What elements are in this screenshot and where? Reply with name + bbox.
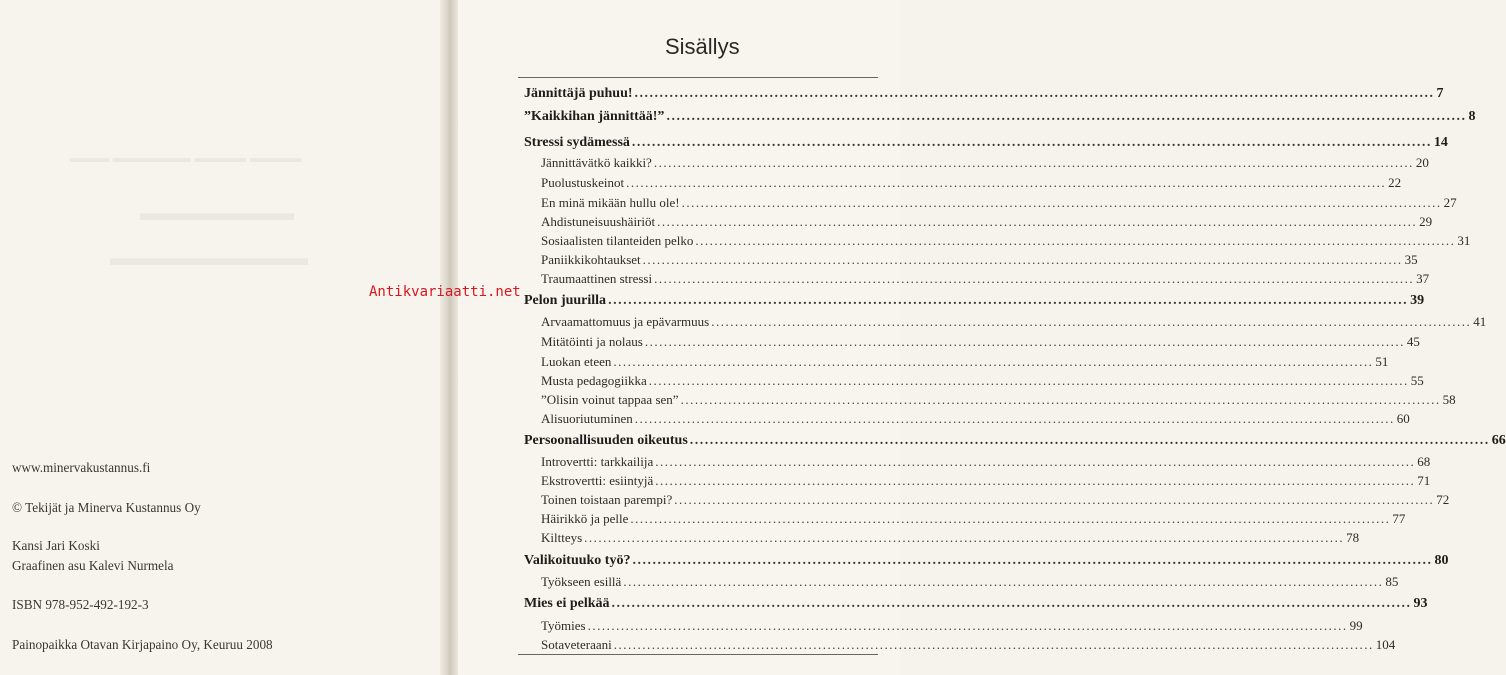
toc-section-row	[541, 195, 1457, 211]
toc-chapter-row	[524, 433, 1506, 449]
toc-entry-label: Alisuoriutuminen	[541, 411, 633, 426]
toc-section-row	[541, 411, 1410, 427]
toc-entry-label: Paniikkikohtaukset	[541, 252, 641, 267]
toc-page-number: 104	[1375, 637, 1396, 652]
toc-chapter-row	[524, 109, 1476, 125]
toc-leader-dots: ................................................................................................................................................................	[632, 553, 1433, 568]
toc-leader-dots: ................................................................................................................................................................	[674, 492, 1435, 507]
cover-credit: Kansi Jari Koski	[12, 538, 100, 553]
toc-section-row	[541, 574, 1399, 590]
toc-section-row	[541, 454, 1431, 470]
toc-section-row	[541, 492, 1450, 508]
toc-entry-label: Valikoituuko työ?	[524, 553, 631, 568]
isbn-line: ISBN 978-952-492-192-3	[12, 597, 149, 612]
toc-page-number: 7	[1436, 86, 1444, 101]
toc-leader-dots: ................................................................................................................................................................	[655, 454, 1416, 469]
book-gutter	[440, 0, 458, 675]
toc-page-number: 22	[1388, 175, 1402, 190]
toc-page-number: 99	[1349, 618, 1363, 633]
toc-page-number: 80	[1434, 553, 1449, 568]
toc-leader-dots: ................................................................................................................................................................	[584, 530, 1345, 545]
toc-section-row	[541, 530, 1360, 546]
toc-entry-label: Ekstrovertti: esiintyjä	[541, 473, 654, 488]
toc-leader-dots: ................................................................................................................................................................	[587, 618, 1348, 633]
toc-leader-dots: ................................................................................................................................................................	[655, 473, 1416, 488]
toc-chapter-row	[524, 553, 1449, 569]
toc-entry-label: Jännittäjä puhuu!	[524, 86, 633, 101]
toc-leader-dots: ................................................................................................................................................................	[680, 392, 1441, 407]
toc-page-number: 39	[1410, 293, 1425, 308]
toc-page-number: 77	[1392, 511, 1406, 526]
toc-chapter-row	[524, 293, 1425, 309]
toc-section-row	[541, 314, 1487, 330]
printing-line: Painopaikka Otavan Kirjapaino Oy, Keuruu 2008	[12, 637, 273, 652]
toc-leader-dots: ................................................................................................................................................................	[653, 155, 1414, 170]
toc-leader-dots: ................................................................................................................................................................	[648, 373, 1409, 388]
show-through-line-3: ▬▬▬▬▬▬▬▬▬	[110, 245, 308, 270]
toc-entry-label: Luokan eteen	[541, 354, 612, 369]
toc-entry-label: Sotaveteraani	[541, 637, 612, 652]
toc-leader-dots: ................................................................................................................................................................	[623, 574, 1384, 589]
toc-entry-label: Kiltteys	[541, 530, 583, 545]
toc-section-row	[541, 354, 1389, 370]
toc-entry-label: En minä mikään hullu ole!	[541, 195, 680, 210]
toc-section-row	[541, 511, 1406, 527]
toc-section-row	[541, 252, 1418, 268]
toc-bottom-rule	[518, 654, 878, 655]
toc-entry-label: Musta pedagogiikka	[541, 373, 647, 388]
toc-page-number: 78	[1346, 530, 1360, 545]
toc-entry-label: Ahdistuneisuushäiriöt	[541, 214, 656, 229]
toc-entry-label: Traumaattinen stressi	[541, 271, 653, 286]
toc-chapter-row	[524, 135, 1448, 151]
toc-chapter-row	[524, 86, 1444, 102]
layout-credit: Graafinen asu Kalevi Nurmela	[12, 558, 174, 573]
toc-entry-label: Arvaamattomuus ja epävarmuus	[541, 314, 710, 329]
show-through-line-1: ▬▬▬ ▬▬▬▬▬▬ ▬▬▬▬ ▬▬▬▬	[70, 150, 302, 165]
toc-entry-label: ”Kaikkihan jännittää!”	[524, 109, 665, 124]
toc-section-row	[541, 373, 1424, 389]
toc-page-number: 27	[1443, 195, 1457, 210]
toc-page-number: 51	[1375, 354, 1389, 369]
toc-leader-dots: ................................................................................................................................................................	[626, 175, 1387, 190]
toc-page-number: 60	[1396, 411, 1410, 426]
toc-page-number: 35	[1404, 252, 1418, 267]
toc-leader-dots: ................................................................................................................................................................	[613, 637, 1374, 652]
toc-leader-dots: ................................................................................................................................................................	[634, 86, 1435, 101]
toc-leader-dots: ................................................................................................................................................................	[681, 195, 1442, 210]
watermark-text: Antikvariaatti.net	[369, 284, 521, 300]
toc-section-row	[541, 637, 1396, 653]
show-through-line-2: ▬▬▬▬▬▬▬	[140, 200, 294, 225]
toc-page-number: 68	[1417, 454, 1431, 469]
toc-leader-dots: ................................................................................................................................................................	[654, 271, 1415, 286]
toc-section-row	[541, 214, 1433, 230]
toc-leader-dots: ................................................................................................................................................................	[666, 109, 1467, 124]
toc-section-row	[541, 155, 1429, 171]
toc-section-row	[541, 334, 1420, 350]
toc-page-number: 45	[1406, 334, 1420, 349]
toc-leader-dots: ................................................................................................................................................................	[644, 334, 1405, 349]
toc-leader-dots: ................................................................................................................................................................	[711, 314, 1472, 329]
toc-page-number: 58	[1442, 392, 1456, 407]
toc-page-number: 29	[1419, 214, 1433, 229]
toc-page-number: 20	[1415, 155, 1429, 170]
toc-entry-label: Työkseen esillä	[541, 574, 622, 589]
toc-leader-dots: ................................................................................................................................................................	[613, 354, 1374, 369]
toc-entry-label: Introvertti: tarkkailija	[541, 454, 654, 469]
toc-leader-dots: ................................................................................................................................................................	[689, 433, 1490, 448]
toc-leader-dots: ................................................................................................................................................................	[634, 411, 1395, 426]
toc-page-number: 37	[1416, 271, 1430, 286]
toc-section-row	[541, 271, 1430, 287]
toc-entry-label: Pelon juurilla	[524, 293, 607, 308]
toc-entry-label: Puolustuskeinot	[541, 175, 625, 190]
toc-chapter-row	[524, 596, 1428, 612]
toc-leader-dots: ................................................................................................................................................................	[611, 596, 1412, 611]
toc-page-number: 72	[1436, 492, 1450, 507]
toc-page-number: 66	[1491, 433, 1506, 448]
toc-page-number: 41	[1473, 314, 1487, 329]
toc-leader-dots: ................................................................................................................................................................	[630, 511, 1391, 526]
toc-entry-label: Työmies	[541, 618, 586, 633]
toc-leader-dots: ................................................................................................................................................................	[631, 135, 1432, 150]
toc-section-row	[541, 473, 1431, 489]
publisher-url: www.minervakustannus.fi	[12, 460, 151, 475]
toc-page-number: 31	[1457, 233, 1471, 248]
toc-title: Sisällys	[665, 34, 740, 59]
toc-page-number: 85	[1385, 574, 1399, 589]
toc-entry-label: Sosiaalisten tilanteiden pelko	[541, 233, 694, 248]
toc-entry-label: Mies ei pelkää	[524, 596, 610, 611]
toc-page-number: 71	[1417, 473, 1431, 488]
toc-entry-label: Mitätöinti ja nolaus	[541, 334, 643, 349]
toc-section-row	[541, 618, 1363, 634]
toc-leader-dots: ................................................................................................................................................................	[642, 252, 1403, 267]
toc-entry-label: Toinen toistaan parempi?	[541, 492, 673, 507]
toc-entry-label: ”Olisin voinut tappaa sen”	[541, 392, 679, 407]
copyright-line: © Tekijät ja Minerva Kustannus Oy	[12, 500, 201, 515]
toc-section-row	[541, 175, 1402, 191]
toc-leader-dots: ................................................................................................................................................................	[695, 233, 1456, 248]
toc-entry-label: Stressi sydämessä	[524, 135, 630, 150]
toc-page-number: 93	[1413, 596, 1428, 611]
toc-section-row	[541, 392, 1456, 408]
toc-page-number: 8	[1468, 109, 1476, 124]
toc-page-number: 55	[1410, 373, 1424, 388]
toc-entry-label: Jännittävätkö kaikki?	[541, 155, 652, 170]
toc-entry-label: Persoonallisuuden oikeutus	[524, 433, 688, 448]
toc-entry-label: Häirikkö ja pelle	[541, 511, 629, 526]
toc-top-rule	[518, 77, 878, 78]
toc-page-number: 14	[1433, 135, 1448, 150]
toc-leader-dots: ................................................................................................................................................................	[657, 214, 1418, 229]
toc-section-row	[541, 233, 1471, 249]
toc-leader-dots: ................................................................................................................................................................	[608, 293, 1409, 308]
